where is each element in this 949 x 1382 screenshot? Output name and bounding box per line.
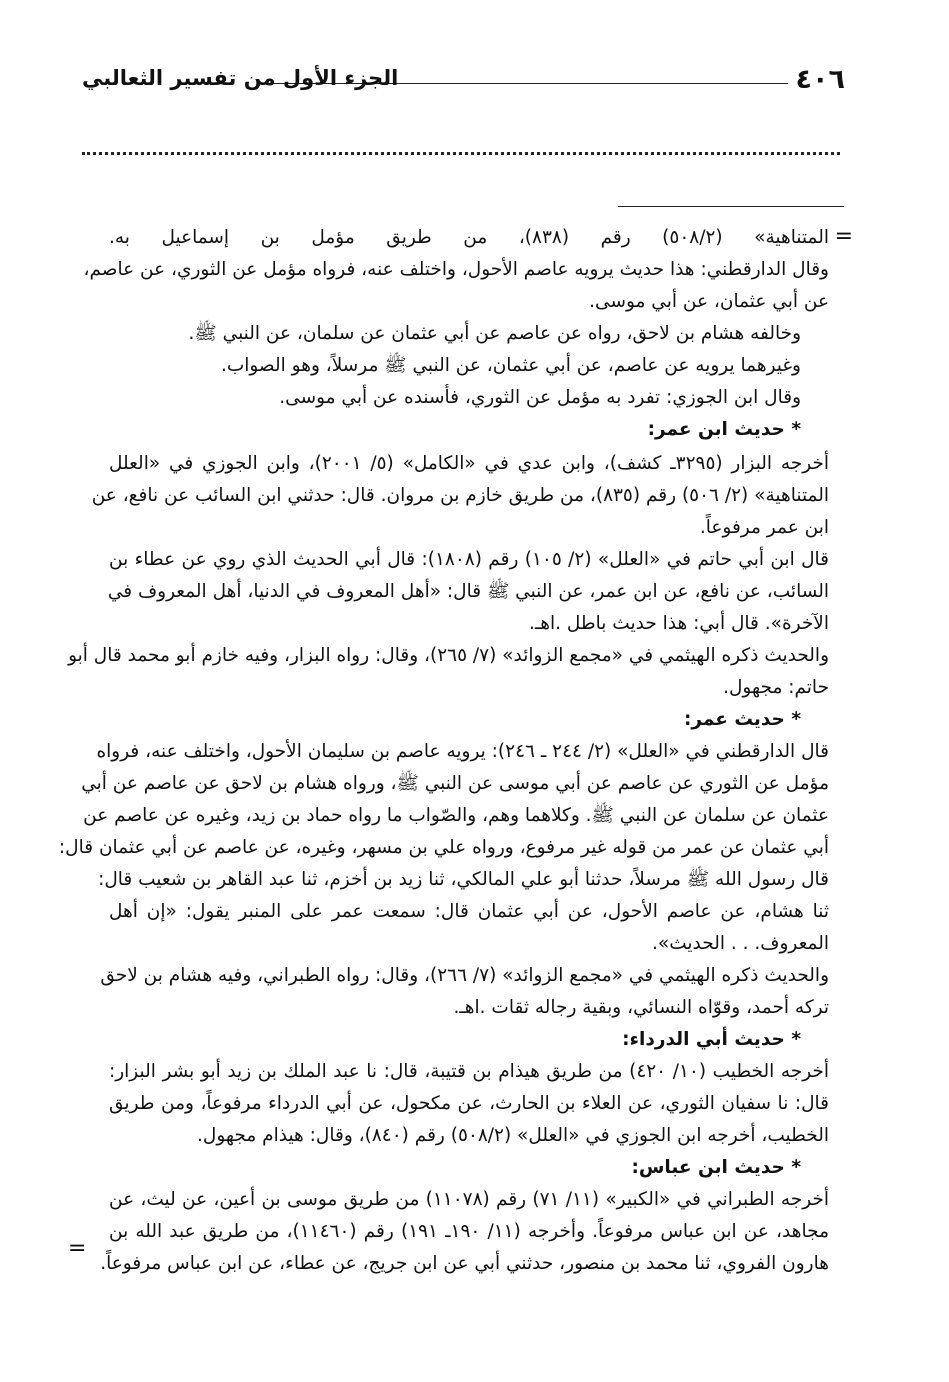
section-heading: * حديث أبي الدرداء: bbox=[622, 1029, 801, 1050]
footnote-rule bbox=[618, 206, 844, 207]
footnote-line: قال ابن أبي حاتم في «العلل» (٢/ ١٠٥) رقم (١٨٠٨): قال أبي الحديث الذي روي عن عطاء بن bbox=[109, 549, 829, 570]
page-number: ٤٠٦ bbox=[795, 64, 845, 95]
footnote-line: قال: نا سفيان الثوري، عن العلاء بن الحارث، عن مكحول، عن أبي الدرداء مرفوعاً، ومن طريق bbox=[109, 1093, 829, 1114]
footnote-text bbox=[58, 222, 829, 1280]
section-heading: * حديث ابن عباس: bbox=[631, 1157, 801, 1178]
footnote-line: مجاهد، عن ابن عباس مرفوعاً. وأخرجه (١١/ ١٩٠ـ ١٩١) رقم (١١٤٦٠)، من طريق عبد الله بن bbox=[109, 1221, 829, 1242]
continuation-mark-top: = bbox=[834, 224, 853, 249]
footnote-line: تركه أحمد، وقوّاه النسائي، وبقية رجاله ثقات .اهـ. bbox=[453, 997, 829, 1018]
section-heading: * حديث ابن عمر: bbox=[647, 419, 801, 440]
footnote-line: أخرجه الطبراني في «الكبير» (١١/ ٧١) رقم (١١٠٧٨) من طريق موسى بن أعين، عن ليث، عن bbox=[109, 1189, 829, 1210]
footnote-line: وغيرهما يرويه عن عاصم، عن أبي عثمان، عن النبي ﷺ مرسلاً، وهو الصواب. bbox=[220, 355, 801, 376]
footnote-line: حاتم: مجهول. bbox=[723, 677, 829, 698]
footnote-line: مؤمل عن الثوري عن عاصم عن أبي موسى عن النبي ﷺ، ورواه هشام بن لاحق عن عاصم عن أبي bbox=[81, 773, 829, 794]
footnote-line: الآخرة». قال أبي: هذا حديث باطل .اهـ. bbox=[528, 613, 829, 634]
footnote-line: والحديث ذكره الهيثمي في «مجمع الزوائد» (٧/ ٢٦٥)، وقال: رواه البزار، وفيه خازم أبو محمد قال أبو bbox=[68, 645, 829, 666]
footnote-line: المتناهية» (٥٠٨/٢) رقم (٨٣٨)، من طريق مؤمل بن إسماعيل به. bbox=[109, 227, 829, 248]
footnote-line: ثنا هشام، عن عاصم الأحول، عن أبي عثمان قال: سمعت عمر على المنبر يقول: «إن أهل bbox=[109, 901, 829, 922]
footnote-line: السائب، عن نافع، عن ابن عمر، عن النبي ﷺ قال: «أهل المعروف في الدنيا، أهل المعروف في bbox=[107, 581, 829, 602]
page-header bbox=[70, 64, 850, 104]
footnote-line: عثمان عن سلمان عن النبي ﷺ. وكلاهما وهم، والصّواب ما رواه حماد بن زيد، وغيره عن عاصم عن bbox=[83, 805, 829, 826]
footnote-line: والحديث ذكره الهيثمي في «مجمع الزوائد» (٧/ ٢٦٦)، وقال: رواه الطبراني، وفيه هشام بن لاحق bbox=[100, 965, 829, 986]
footnote-line: أخرجه البزار (٣٢٩٥ـ كشف)، وابن عدي في «الكامل» (٥/ ٢٠٠١)، وابن الجوزي في «العلل bbox=[109, 453, 829, 474]
continuation-mark-bottom: = bbox=[68, 1236, 87, 1261]
section-heading: * حديث عمر: bbox=[683, 709, 801, 730]
footnote-line: هارون الفروي، ثنا محمد بن منصور، حدثني أبي عن ابن جريج، عن عطاء، عن ابن عباس مرفوعاً. bbox=[100, 1253, 829, 1274]
footnote-line: ابن عمر مرفوعاً. bbox=[699, 517, 829, 538]
footnote-line: الخطيب، أخرجه ابن الجوزي في «العلل» (٥٠٨/٢) رقم (٨٤٠)، وقال: هيذام مجهول. bbox=[197, 1125, 829, 1146]
running-title: الجزء الأول من تفسير الثعالبي bbox=[82, 66, 399, 90]
footnote-line: وخالفه هشام بن لاحق، رواه عن عاصم عن أبي عثمان عن سلمان، عن النبي ﷺ. bbox=[188, 323, 801, 344]
footnote-line: وقال الدارقطني: هذا حديث يرويه عاصم الأحول، واختلف عنه، فرواه مؤمل عن الثوري، عن عاصم، bbox=[83, 259, 829, 280]
footnote-line: وقال ابن الجوزي: تفرد به مؤمل عن الثوري، فأسنده عن أبي موسى. bbox=[279, 387, 801, 408]
footnote-line: أبي عثمان عن عمر من قوله غير مرفوع، ورواه علي بن مسهر، وغيره، عن عاصم عن أبي عثمان قال: bbox=[58, 837, 829, 858]
footnote-line: المتناهية» (٢/ ٥٠٦) رقم (٨٣٥)، من طريق خازم بن مروان. قال: حدثني ابن السائب عن نافع، عن bbox=[91, 485, 829, 506]
dotted-separator bbox=[82, 152, 840, 155]
footnote-line: قال رسول الله ﷺ مرسلاً، حدثنا أبو علي المالكي، ثنا زيد بن أخزم، ثنا عبد القاهر بن شعيب قال: bbox=[98, 869, 829, 890]
footnote-line: قال الدارقطني في «العلل» (٢/ ٢٤٤ ـ ٢٤٦): يرويه عاصم بن سليمان الأحول، واختلف عنه، فرواه bbox=[96, 741, 829, 762]
footnote-line: أخرجه الخطيب (١٠/ ٤٢٠) من طريق هيذام بن قتيبة، قال: نا عبد الملك بن زيد أبو بشر البزار: bbox=[109, 1061, 829, 1082]
footnote-line: المعروف. . . الحديث». bbox=[652, 933, 829, 954]
footnote-line: عن أبي عثمان، عن أبي موسى. bbox=[589, 291, 829, 312]
